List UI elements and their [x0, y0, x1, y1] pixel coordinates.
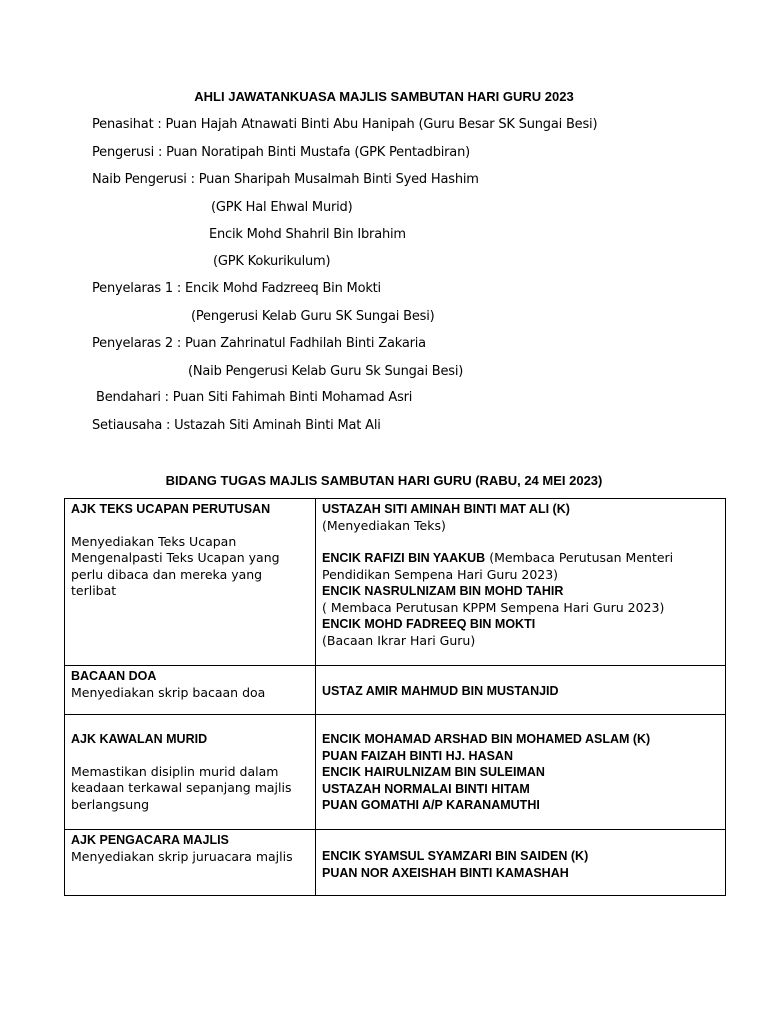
committee-line-setiausaha: Setiausaha : Ustazah Siti Aminah Binti Mat Ali — [92, 418, 381, 433]
committee-line-pengerusi-kelab: (Pengerusi Kelab Guru SK Sungai Besi) — [191, 309, 435, 324]
duties-title: BIDANG TUGAS MAJLIS SAMBUTAN HARI GURU (RABU, 24 MEI 2023) — [165, 473, 603, 488]
committee-line-penyelaras-1: Penyelaras 1 : Encik Mohd Fadzreeq Bin Mokti — [92, 281, 381, 296]
person-name: PUAN FAIZAH BINTI HJ. HASAN — [322, 748, 513, 763]
duty-description: Memastikan disiplin murid dalam keadaan terkawal sepanjang majlis berlangsung — [71, 763, 292, 812]
committee-line-shahril: Encik Mohd Shahril Bin Ibrahim — [209, 227, 406, 242]
person-entry — [322, 550, 719, 583]
table-cell-people — [316, 830, 726, 896]
table-row — [65, 666, 726, 715]
table-cell-people — [316, 666, 726, 715]
committee-line-gpk-hem: (GPK Hal Ehwal Murid) — [211, 200, 353, 215]
committee-line-gpk-koku: (GPK Kokurikulum) — [213, 254, 331, 269]
committee-line-penyelaras-2: Penyelaras 2 : Puan Zahrinatul Fadhilah Binti Zakaria — [92, 336, 426, 351]
duties-table — [64, 498, 726, 896]
person-name: USTAZAH SITI AMINAH BINTI MAT ALI (K) — [322, 502, 570, 516]
duty-description: Menyediakan skrip juruacara majlis — [71, 848, 293, 864]
person-name: ENCIK SYAMSUL SYAMZARI BIN SAIDEN (K) — [322, 849, 589, 863]
committee-line-naib-pengerusi: Naib Pengerusi : Puan Sharipah Musalmah Binti Syed Hashim — [92, 172, 479, 187]
person-name: ENCIK NASRULNIZAM BIN MOHD TAHIR — [322, 584, 564, 598]
table-cell-duty — [65, 666, 316, 715]
person-name: ENCIK MOHD FADREEQ BIN MOKTI — [322, 617, 536, 631]
person-name: USTAZAH NORMALAI BINTI HITAM — [322, 781, 530, 796]
table-cell-people — [316, 499, 726, 666]
person-role-note: (Bacaan Ikrar Hari Guru) — [322, 632, 476, 648]
duty-heading: AJK KAWALAN MURID — [71, 732, 208, 746]
person-name: ENCIK RAFIZI BIN YAAKUB — [322, 551, 486, 565]
table-cell-people — [316, 715, 726, 830]
person-name: PUAN NOR AXEISHAH BINTI KAMASHAH — [322, 865, 569, 880]
duty-heading: BACAAN DOA — [71, 669, 157, 683]
person-name: USTAZ AMIR MAHMUD BIN MUSTANJID — [322, 683, 559, 698]
committee-line-naib-pengerusi-kelab: (Naib Pengerusi Kelab Guru Sk Sungai Besi) — [188, 364, 464, 379]
table-cell-duty — [65, 499, 316, 666]
table-row — [65, 715, 726, 830]
table-row — [65, 830, 726, 896]
person-name: ENCIK MOHAMAD ARSHAD BIN MOHAMED ASLAM (K) — [322, 732, 651, 746]
committee-line-pengerusi: Pengerusi : Puan Noratipah Binti Mustafa (GPK Pentadbiran) — [92, 145, 470, 160]
table-row — [65, 499, 726, 666]
table-cell-duty — [65, 715, 316, 830]
duty-heading: AJK TEKS UCAPAN PERUTUSAN — [71, 502, 271, 516]
person-role-note: (Membaca Perutusan Menteri Pendidikan Sempena Hari Guru 2023) — [322, 550, 674, 582]
duty-description: Menyediakan Teks Ucapan Mengenalpasti Teks Ucapan yang perlu dibaca dan mereka yang terlibat — [71, 533, 280, 598]
person-role-note: (Menyediakan Teks) — [322, 517, 446, 533]
document-title: AHLI JAWATANKUASA MAJLIS SAMBUTAN HARI GURU 2023 — [194, 89, 574, 104]
person-name: ENCIK HAIRULNIZAM BIN SULEIMAN — [322, 765, 545, 779]
duty-description: Menyediakan skrip bacaan doa — [71, 684, 266, 700]
duty-heading: AJK PENGACARA MAJLIS — [71, 833, 229, 847]
person-name: PUAN GOMATHI A/P KARANAMUTHI — [322, 798, 540, 812]
person-role-note: ( Membaca Perutusan KPPM Sempena Hari Guru 2023) — [322, 599, 665, 615]
committee-line-penasihat: Penasihat : Puan Hajah Atnawati Binti Abu Hanipah (Guru Besar SK Sungai Besi) — [92, 117, 598, 132]
committee-line-bendahari: Bendahari : Puan Siti Fahimah Binti Mohamad Asri — [96, 390, 413, 405]
table-cell-duty — [65, 830, 316, 896]
